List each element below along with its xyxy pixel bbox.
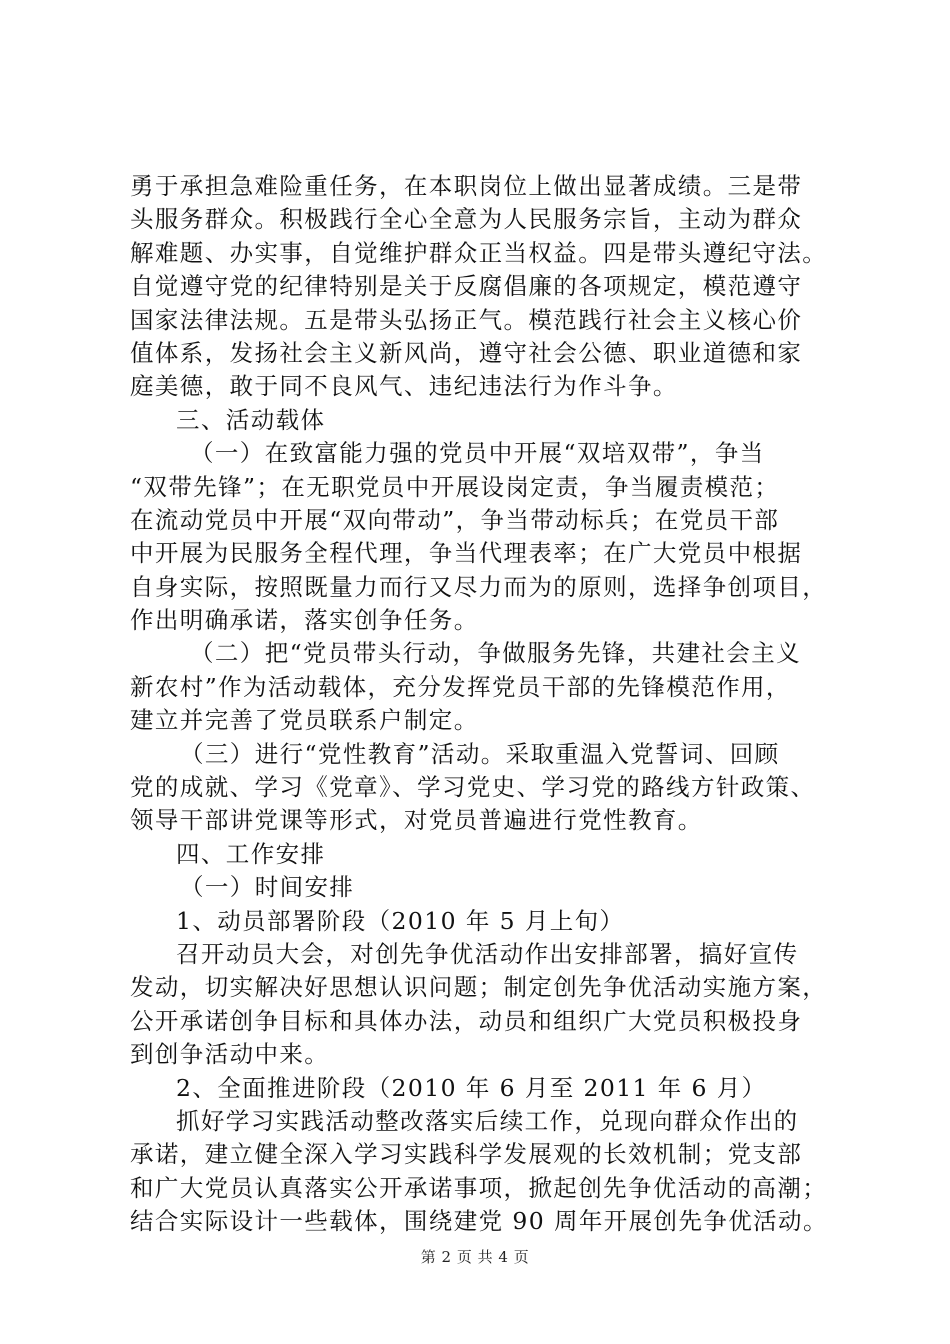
paragraph-line: 勇于承担急难险重任务，在本职岗位上做出显著成绩。三是带 (130, 172, 803, 200)
paragraph-line: 值体系，发扬社会主义新风尚，遵守社会公德、职业道德和家 (130, 338, 803, 367)
paragraph-line: （二）把“党员带头行动，争做服务先锋，共建社会主义 (190, 639, 802, 668)
paragraph-line: 自觉遵守党的纪律特别是关于反腐倡廉的各项规定，模范遵守 (130, 272, 803, 301)
paragraph-line: “双带先锋”；在无职党员中开展设岗定责，争当履责模范； (130, 472, 780, 501)
paragraph-line: 党的成就、学习《党章》、学习党史、学习党的路线方针政策、 (130, 773, 816, 802)
paragraph-line: （一）在致富能力强的党员中开展“双培双带”，争当 (190, 439, 765, 468)
paragraph-line: 作出明确承诺，落实创争任务。 (130, 606, 479, 635)
paragraph-line: 新农村”作为活动载体，充分发挥党员干部的先锋模范作用， (130, 672, 791, 701)
paragraph-line: 公开承诺创争目标和具体办法，动员和组织广大党员积极投身 (130, 1006, 803, 1035)
paragraph-line: 承诺，建立健全深入学习实践科学发展观的长效机制；党支部 (130, 1140, 803, 1169)
subsection-heading-time-arrangement: （一）时间安排 (180, 873, 355, 902)
section-heading-activity-carrier: 三、活动载体 (176, 405, 326, 434)
paragraph-line: 召开动员大会，对创先争优活动作出安排部署，搞好宣传 (176, 939, 799, 968)
page-number-footer: 第 2 页 共 4 页 (420, 1248, 530, 1266)
paragraph-line: 头服务群众。积极践行全心全意为人民服务宗旨，主动为群众 (130, 205, 803, 234)
phase-heading-mobilization: 1、动员部署阶段（2010 年 5 月上旬） (176, 906, 625, 935)
paragraph-line: 发动，切实解决好思想认识问题；制定创先争优活动实施方案， (130, 973, 828, 1002)
phase-heading-promotion: 2、全面推进阶段（2010 年 6 月至 2011 年 6 月） (176, 1073, 767, 1102)
section-heading-work-arrangement: 四、工作安排 (176, 839, 326, 868)
paragraph-line: 解难题、办实事，自觉维护群众正当权益。四是带头遵纪守法。 (130, 238, 828, 267)
paragraph-line: 庭美德，敢于同不良风气、违纪违法行为作斗争。 (130, 372, 678, 401)
paragraph-line: 中开展为民服务全程代理，争当代理表率；在广大党员中根据 (130, 539, 803, 568)
paragraph-line: 自身实际，按照既量力而行又尽力而为的原则，选择争创项目， (130, 572, 828, 601)
paragraph-line: 国家法律法规。五是带头弘扬正气。模范践行社会主义核心价 (130, 305, 803, 334)
paragraph-line: （三）进行“党性教育”活动。采取重温入党誓词、回顾 (180, 739, 780, 768)
paragraph-line: 领导干部讲党课等形式，对党员普遍进行党性教育。 (130, 806, 703, 835)
paragraph-line: 结合实际设计一些载体，围绕建党 90 周年开展创先争优活动。 (130, 1207, 828, 1236)
paragraph-line: 在流动党员中开展“双向带动”，争当带动标兵；在党员干部 (130, 505, 780, 534)
paragraph-line: 到创争活动中来。 (130, 1040, 330, 1069)
paragraph-line: 抓好学习实践活动整改落实后续工作，兑现向群众作出的 (176, 1106, 799, 1135)
paragraph-line: 和广大党员认真落实公开承诺事项，掀起创先争优活动的高潮； (130, 1173, 828, 1202)
document-body (130, 170, 840, 1239)
paragraph-line: 建立并完善了党员联系户制定。 (130, 706, 479, 735)
